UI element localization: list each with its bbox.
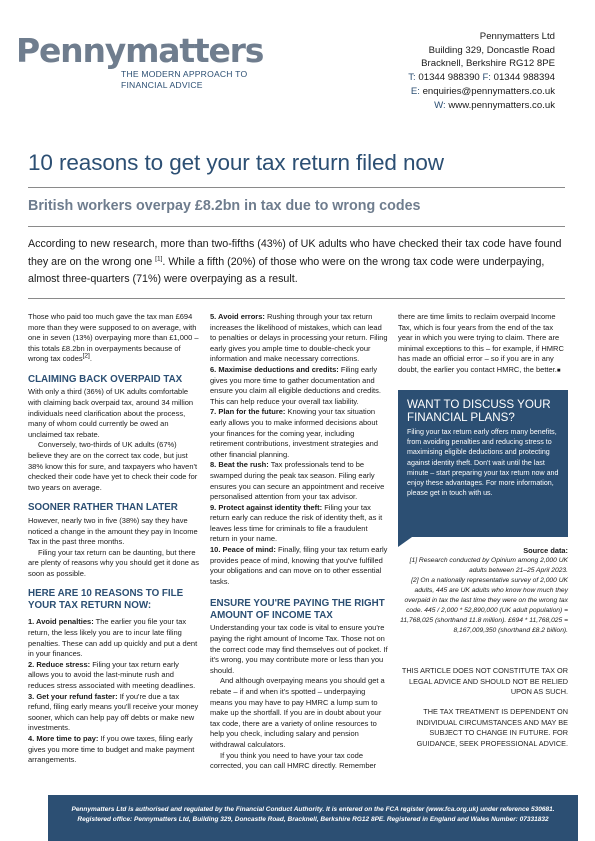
col1-paragraph-5: Filing your tax return can be daunting, but there are plenty of reasons why you should get it done as soon as possible. xyxy=(28,547,199,578)
col2-paragraph-2: And although overpaying means you should get a rebate – if and when it's spotted – underpaying means you may have to pay HMRC a lump sum to make up the shortfall. If you are in doubt about your tax code, there are a variety of online resources to help you check, including salary and pension withdrawal calculators. xyxy=(210,676,385,749)
address-line-1: Building 329, Doncastle Road xyxy=(428,44,555,56)
email-address[interactable]: enquiries@pennymatters.co.uk xyxy=(422,85,555,97)
email-label: E: xyxy=(410,85,420,97)
intro-text-1: According to new research, more than two-fifths (43%) of UK adults who have checked their tax code have found they are on the wrong one xyxy=(28,238,562,268)
web-label: W: xyxy=(434,99,446,111)
col1-paragraph-3: Conversely, two-thirds of UK adults (67%) believe they are on the correct tax code, but just 38% know this for sure, and taxpayers who haven't checked their code have yet to check their code for two years on average. xyxy=(28,440,198,492)
regulatory-footer xyxy=(48,795,578,841)
article-title: 10 reasons to get your tax return filed now xyxy=(28,150,444,175)
reason-3-heading: 3. Get your refund faster: xyxy=(28,691,118,701)
reason-2-text: Filing your tax return early allows you to avoid the last-minute rush and reduces stress associated with meeting deadlines. xyxy=(28,659,196,691)
heading-claiming-back: CLAIMING BACK OVERPAID TAX xyxy=(28,373,183,385)
reason-7 xyxy=(210,407,388,460)
source-heading: Source data: xyxy=(523,546,568,555)
reason-5-text: Rushing through your tax return increases the likelihood of mistakes, which can lead to penalties or delays in processing your return. Filing early gives you ample time to double-check your information and make necessary corrections. xyxy=(210,312,388,364)
footer-line-1: Pennymatters Ltd is authorised and regulated by the Financial Conduct Authority. It is entered on the FCA register (www.fca.org.uk) under reference 530681. xyxy=(71,806,555,813)
col1-footnote-ref: [2] xyxy=(82,352,90,360)
col1-p1-end: . xyxy=(89,354,92,364)
reason-1 xyxy=(28,617,200,659)
reason-4-heading: 4. More time to pay: xyxy=(28,734,99,743)
column-2 xyxy=(210,312,388,772)
brand-tagline-line-2: FINANCIAL ADVICE xyxy=(121,80,203,90)
intro-paragraph xyxy=(28,236,568,289)
col3-p1-text: there are time limits to reclaim overpaid Income Tax, which is four years from the end of the tax year in which you were trying to claim. There are minimal exceptions to this – for example, if HMRC has made an official error – so if you are in any doubt, the earlier you contact HMRC, the better. xyxy=(398,312,564,374)
brand-logo xyxy=(16,31,264,91)
address-line-2: Bracknell, Berkshire RG12 8PE xyxy=(421,58,555,70)
reason-5-heading: 5. Avoid errors: xyxy=(210,312,265,321)
reason-2 xyxy=(28,660,200,692)
web-line xyxy=(408,99,555,113)
reason-10-heading: 10. Peace of mind: xyxy=(210,545,276,555)
col2-paragraph-1: Understanding your tax code is vital to ensure you're paying the right amount of Income Tax. Those not on the correct code may find themselves out of pocket. If it's wrong, you may contribute more or less than you should. xyxy=(210,623,388,675)
reason-10 xyxy=(210,545,388,587)
reason-2-heading: 2. Reduce stress: xyxy=(28,659,91,669)
reason-7-heading: 7. Plan for the future: xyxy=(210,407,286,417)
reason-4-text: If you owe taxes, filing early gives you more time to budget and make payment arrangements. xyxy=(28,734,195,765)
contact-block xyxy=(408,30,555,112)
column-3 xyxy=(398,312,568,377)
reason-9-heading: 9. Protect against identity theft: xyxy=(210,502,323,512)
source-1 xyxy=(398,556,568,576)
reason-9 xyxy=(210,503,388,545)
col1-paragraph-4: However, nearly two in five (38%) say they have noticed a change in the amount they pay in Income Tax in the past three months. xyxy=(28,515,198,547)
tel-number: 01344 988390 xyxy=(418,72,480,84)
promo-box xyxy=(398,390,568,537)
article-subtitle: British workers overpay £8.2bn in tax due to wrong codes xyxy=(28,198,421,214)
col3-paragraph-1 xyxy=(398,312,568,377)
promo-heading-line-1: WANT TO DISCUSS YOUR xyxy=(407,398,551,411)
reason-8-text: Tax professionals tend to be swamped during the peak tax season. Filing early ensures you can secure an appointment and receive personalised attention from your tax advisor. xyxy=(210,460,385,502)
promo-heading-line-2: FINANCIAL PLANS? xyxy=(407,411,515,424)
disclaimer-advice: THIS ARTICLE DOES NOT CONSTITUTE TAX OR LEGAL ADVICE AND SHOULD NOT BE RELIED UPON AS SUCH. xyxy=(401,666,568,696)
source-2-text: [2] On a nationally representative survey of 2,000 UK adults, 445 are UK adults who know how much they overpaid in tax the last time they were on the wrong tax code. 445 / 2,000 * 52,890,000 (UK adult population) = 11,768,025 (shorthand 11.8 million). £694 * 11,768,025 = 8,167,009,350 (shorthand £8.2 billion). xyxy=(400,577,568,634)
col2-paragraph-3: If you think you need to have your tax code corrected, you can call HMRC directly. Remember xyxy=(210,750,377,771)
email-line xyxy=(408,85,555,99)
source-1-text: [1] Research conducted by Opinium among 2,000 UK adults between 21–25 April 2023. xyxy=(409,557,568,574)
source-data xyxy=(398,546,568,636)
reason-10-text: Finally, filing your tax return early provides peace of mind, knowing that you've fulfilled your obligations and can move on to other essential tasks. xyxy=(210,545,388,586)
heading-ten-reasons: HERE ARE 10 REASONS TO FILE YOUR TAX RETURN NOW: xyxy=(28,588,184,611)
col1-paragraph-1 xyxy=(28,312,200,365)
intro-text-2: . While a fifth (20%) of those who were on the wrong tax code were underpaying, almost three-quarters (71%) were overpaying as a result. xyxy=(28,255,545,285)
brand-tagline-line-1: THE MODERN APPROACH TO xyxy=(121,69,248,79)
brand-wordmark: Pennymatters xyxy=(16,31,264,70)
intro-divider xyxy=(28,298,565,299)
reason-6 xyxy=(210,365,388,407)
column-1 xyxy=(28,312,200,766)
col1-paragraph-2: With only a third (36%) of UK adults comfortable with claiming back overpaid tax, around 34 million individuals need clarification about the process, many of whom could currently be owed an unclaimed tax rebate. xyxy=(28,387,194,439)
reason-7-text: Knowing your tax situation early allows you to make informed decisions about your finances for the coming year, including retirement contributions, investment strategies and other financial planning. xyxy=(210,407,378,459)
intro-footnote-ref: [1] xyxy=(155,254,163,262)
title-divider xyxy=(28,187,565,188)
phone-line xyxy=(408,71,555,85)
disclaimer-tax-treatment: THE TAX TREATMENT IS DEPENDENT ON INDIVIDUAL CIRCUMSTANCES AND MAY BE SUBJECT TO CHANGE IN FUTURE. FOR GUIDANCE, SEEK PROFESSIONAL ADVICE. xyxy=(416,707,568,748)
reason-6-heading: 6. Maximise deductions and credits: xyxy=(210,364,339,374)
reason-6-text: Filing early gives you more time to gather documentation and ensure you claim all eligible deductions and credits. This can help reduce your overall tax liability. xyxy=(210,364,381,406)
reason-1-text: The earlier you file your tax return, the less likely you are to incur late filing penalties. These can add up quickly and put a dent in your finances. xyxy=(28,617,198,659)
source-2 xyxy=(398,576,568,636)
reason-9-text: Filing your tax return early can reduce the risk of identity theft, as it leaves less time for criminals to file a fraudulent return in your name. xyxy=(210,502,383,544)
promo-heading xyxy=(407,398,559,424)
brand-tagline xyxy=(121,69,263,91)
heading-sooner: SOONER RATHER THAN LATER xyxy=(28,502,178,514)
company-name: Pennymatters Ltd xyxy=(479,31,555,42)
fax-label: F: xyxy=(482,72,491,84)
article-end-mark: ■ xyxy=(556,367,561,374)
subtitle-divider xyxy=(28,226,565,227)
reason-8-heading: 8. Beat the rush: xyxy=(210,460,269,470)
reason-8 xyxy=(210,460,388,502)
reason-5 xyxy=(210,312,388,365)
reason-4 xyxy=(28,734,200,766)
heading-right-amount: ENSURE YOU'RE PAYING THE RIGHT AMOUNT OF INCOME TAX xyxy=(210,598,385,621)
tel-label: T: xyxy=(408,72,416,84)
web-address[interactable]: www.pennymatters.co.uk xyxy=(448,99,555,111)
reason-3 xyxy=(28,692,200,734)
reason-3-text: If you're due a tax refund, filing early means you'll receive your money sooner, which can help pay off debts or make new investments. xyxy=(28,691,199,733)
col1-p1-text: Those who paid too much gave the tax man £694 more than they were supposed to on average, with one in seven (13%) overpaying more than £1,000 – this totals £8.2bn in overpayments because of wrong tax codes xyxy=(28,312,199,364)
reason-1-heading: 1. Avoid penalties: xyxy=(28,617,94,627)
promo-body: Filing your tax return early offers many benefits, from avoiding penalties and reducing stress to maximising eligible deductions and protecting against identity theft. Don't wait until the last minute – start preparing your tax return now and enjoy these advantages. For more information, please get in touch with us. xyxy=(407,428,559,498)
fax-number: 01344 988394 xyxy=(493,72,555,84)
footer-line-2: Registered office: Pennymatters Ltd, Building 329, Doncastle Road, Bracknell, Berkshire RG12 8PE. Registered in England and Wales Number: 07331832 xyxy=(77,816,549,823)
